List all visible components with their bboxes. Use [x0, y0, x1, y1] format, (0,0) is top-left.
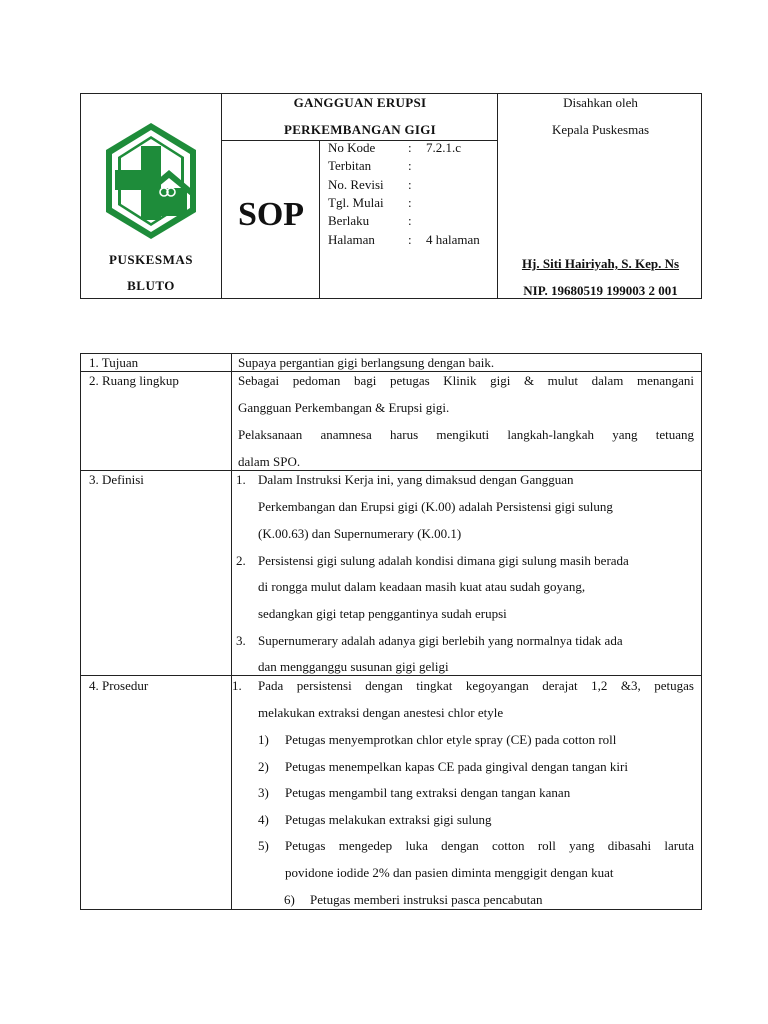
row-divider — [81, 371, 701, 372]
step-number: 5) — [258, 838, 269, 853]
definisi-line: di rongga mulut dalam keadaan masih kuat atau sudah goyang, — [258, 579, 586, 594]
prosedur-line: Pada persistensi dengan tingkat kegoyangan derajat 1,2 &3, petugas — [258, 678, 694, 693]
approval-line: Disahkan oleh — [563, 95, 638, 110]
step-number: 3) — [258, 785, 269, 800]
step-text: povidone iodide 2% dan pasien diminta menggigit dengan kuat — [285, 865, 614, 880]
definisi-number: 2. — [236, 553, 246, 568]
definisi-line: Perkembangan dan Erupsi gigi (K.00) adalah Persistensi gigi sulung — [258, 499, 613, 514]
definisi-line: Dalam Instruksi Kerja ini, yang dimaksud dengan Gangguan — [258, 472, 574, 487]
signatory-nip: NIP. 19680519 199003 2 001 — [523, 283, 678, 298]
column-divider — [231, 354, 232, 909]
section-label-prosedur: 4. Prosedur — [89, 678, 149, 693]
organization-location: BLUTO — [127, 278, 175, 293]
ruang-lingkup-line: dalam SPO. — [238, 454, 301, 469]
step-text: Petugas memberi instruksi pasca pencabutan — [310, 892, 543, 907]
definisi-line: (K.00.63) dan Supernumerary (K.00.1) — [258, 526, 462, 541]
definisi-line: Persistensi gigi sulung adalah kondisi dimana gigi sulung masih berada — [258, 553, 629, 568]
row-divider — [81, 675, 701, 676]
ruang-lingkup-line: Gangguan Perkembangan & Erupsi gigi. — [238, 400, 450, 415]
step-number: 2) — [258, 759, 269, 774]
definisi-line: sedangkan gigi tetap penggantinya sudah erupsi — [258, 606, 507, 621]
meta-row: Berlaku : — [328, 213, 412, 228]
sop-label: SOP — [237, 196, 305, 233]
meta-row: Halaman : 4 halaman — [328, 232, 480, 247]
step-text: Petugas melakukan extraksi gigi sulung — [285, 812, 492, 827]
step-number: 6) — [284, 892, 295, 907]
step-text: Petugas menempelkan kapas CE pada gingival dengan tangan kiri — [285, 759, 628, 774]
document-title-line-1: GANGGUAN ERUPSI — [293, 95, 427, 110]
step-number: 4) — [258, 812, 269, 827]
definisi-number: 3. — [236, 633, 246, 648]
meta-row: No Kode : 7.2.1.c — [328, 140, 462, 155]
tujuan-text: Supaya pergantian gigi berlangsung dengan baik. — [238, 355, 495, 370]
puskesmas-logo — [101, 120, 201, 242]
section-label-definisi: 3. Definisi — [89, 472, 144, 487]
meta-row: No. Revisi : — [328, 177, 412, 192]
row-divider — [81, 470, 701, 471]
definisi-line: Supernumerary adalah adanya gigi berlebih yang normalnya tidak ada — [258, 633, 623, 648]
section-label-ruang-lingkup: 2. Ruang lingkup — [89, 373, 179, 388]
definisi-number: 1. — [236, 472, 246, 487]
meta-row: Tgl. Mulai : — [328, 195, 412, 210]
definisi-line: dan mengganggu susunan gigi geligi — [258, 659, 449, 674]
document-title-line-2: PERKEMBANGAN GIGI — [283, 122, 437, 137]
ruang-lingkup-line: Sebagai pedoman bagi petugas Klinik gigi & mulut dalam menangani — [238, 373, 694, 388]
step-text: Petugas menyemprotkan chlor etyle spray (CE) pada cotton roll — [285, 732, 617, 747]
approval-position: Kepala Puskesmas — [551, 122, 650, 137]
sop-header-table — [80, 93, 702, 299]
prosedur-line: melakukan extraksi dengan anestesi chlor etyle — [258, 705, 504, 720]
prosedur-number: 1. — [232, 678, 242, 693]
organization-name: PUSKESMAS — [109, 252, 193, 267]
sop-content-table — [80, 353, 702, 910]
meta-row: Terbitan : — [328, 158, 412, 173]
signatory-name: Hj. Siti Hairiyah, S. Kep. Ns — [521, 256, 680, 271]
section-label-tujuan: 1. Tujuan — [89, 355, 139, 370]
ruang-lingkup-line: Pelaksanaan anamnesa harus mengikuti langkah-langkah yang tetuang — [238, 427, 694, 442]
step-text: Petugas mengambil tang extraksi dengan tangan kanan — [285, 785, 571, 800]
step-text: Petugas mengedep luka dengan cotton roll yang dibasahi laruta — [285, 838, 694, 853]
step-number: 1) — [258, 732, 269, 747]
